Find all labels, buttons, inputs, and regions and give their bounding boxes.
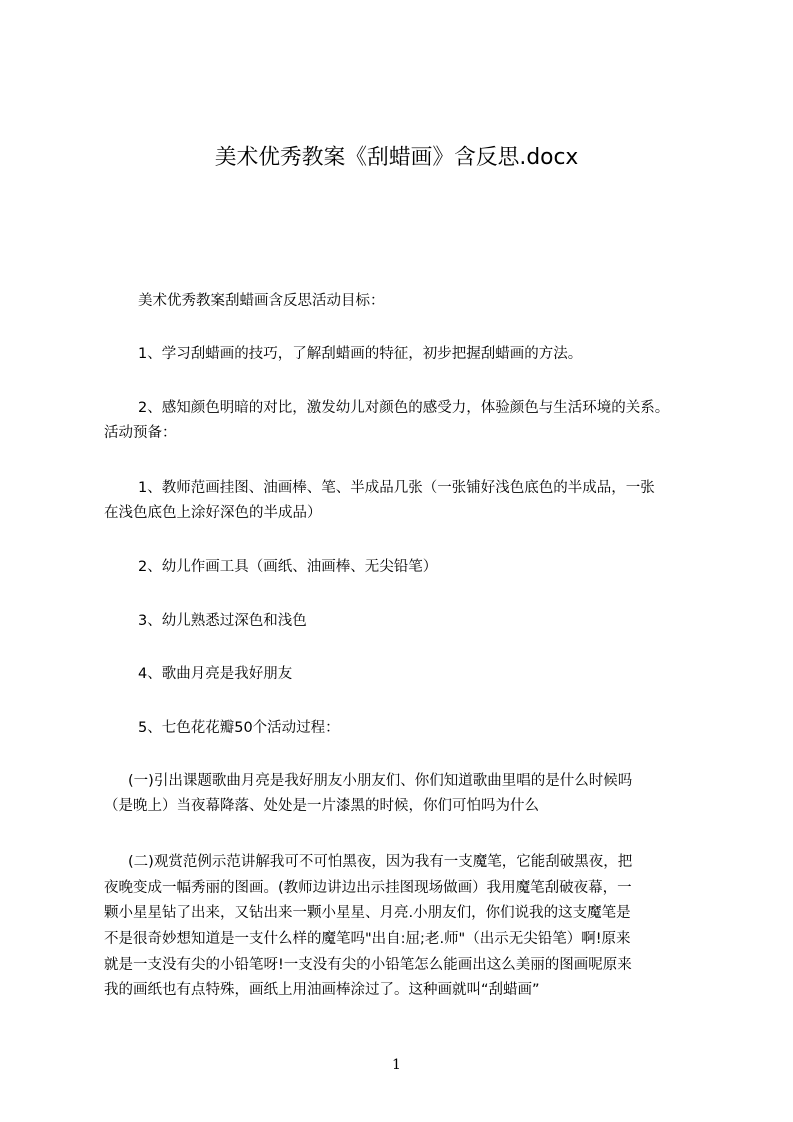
page-number: 1 <box>392 1057 401 1073</box>
paragraph-step-2-line-2: 夜晚变成一幅秀丽的图画。(教师边讲边出示挂图现场做画）我用魔笔刮破夜幕，一 <box>104 880 632 896</box>
paragraph-preparation-heading: 活动预备： <box>104 425 177 441</box>
paragraph-prep-3: 3、幼儿熟悉过深色和浅色 <box>138 613 307 629</box>
paragraph-prep-1-line-1: 1、教师范画挂图、油画棒、笔、半成品几张（一张铺好浅色底色的半成品，一张 <box>138 480 655 496</box>
paragraph-step-2-line-4: 不是很奇妙想知道是一支什么样的魔笔吗"出自:屈;老.师"（出示无尖铅笔）啊!原来 <box>104 931 631 947</box>
paragraph-step-2-line-5: 就是一支没有尖的小铅笔呀!一支没有尖的小铅笔怎么能画出这么美丽的图画呢原来 <box>104 957 632 973</box>
document-title: 美术优秀教案《刮蜡画》含反思.docx <box>214 145 579 170</box>
paragraph-goal-1: 1、学习刮蜡画的技巧，了解刮蜡画的特征，初步把握刮蜡画的方法。 <box>138 346 583 362</box>
paragraph-prep-4: 4、歌曲月亮是我好朋友 <box>138 666 293 682</box>
paragraph-intro: 美术优秀教案刮蜡画含反思活动目标： <box>138 293 385 309</box>
paragraph-goal-2: 2、感知颜色明暗的对比，激发幼儿对颜色的感受力，体验颜色与生活环境的关系。 <box>138 400 670 416</box>
paragraph-step-2-line-6: 我的画纸也有点特殊，画纸上用油画棒涂过了。这种画就叫“刮蜡画” <box>104 982 540 998</box>
paragraph-step-2-line-3: 颗小星星钻了出来，又钻出来一颗小星星、月亮.小朋友们，你们说我的这支魔笔是 <box>104 905 631 921</box>
paragraph-prep-5: 5、七色花花瓣50个活动过程： <box>138 720 340 736</box>
paragraph-step-1-line-1: (一)引出课题歌曲月亮是我好朋友小朋友们、你们知道歌曲里唱的是什么时候吗 <box>128 773 633 789</box>
paragraph-step-2-line-1: (二)观赏范例示范讲解我可不可怕黑夜，因为我有一支魔笔，它能刮破黑夜，把 <box>128 854 633 870</box>
paragraph-prep-2: 2、幼儿作画工具（画纸、油画棒、无尖铅笔） <box>138 559 438 575</box>
paragraph-step-1-line-2: （是晚上）当夜幕降落、处处是一片漆黑的时候，你们可怕吗为什么 <box>104 798 539 814</box>
paragraph-prep-1-line-2: 在浅色底色上涂好深色的半成品） <box>104 505 322 521</box>
